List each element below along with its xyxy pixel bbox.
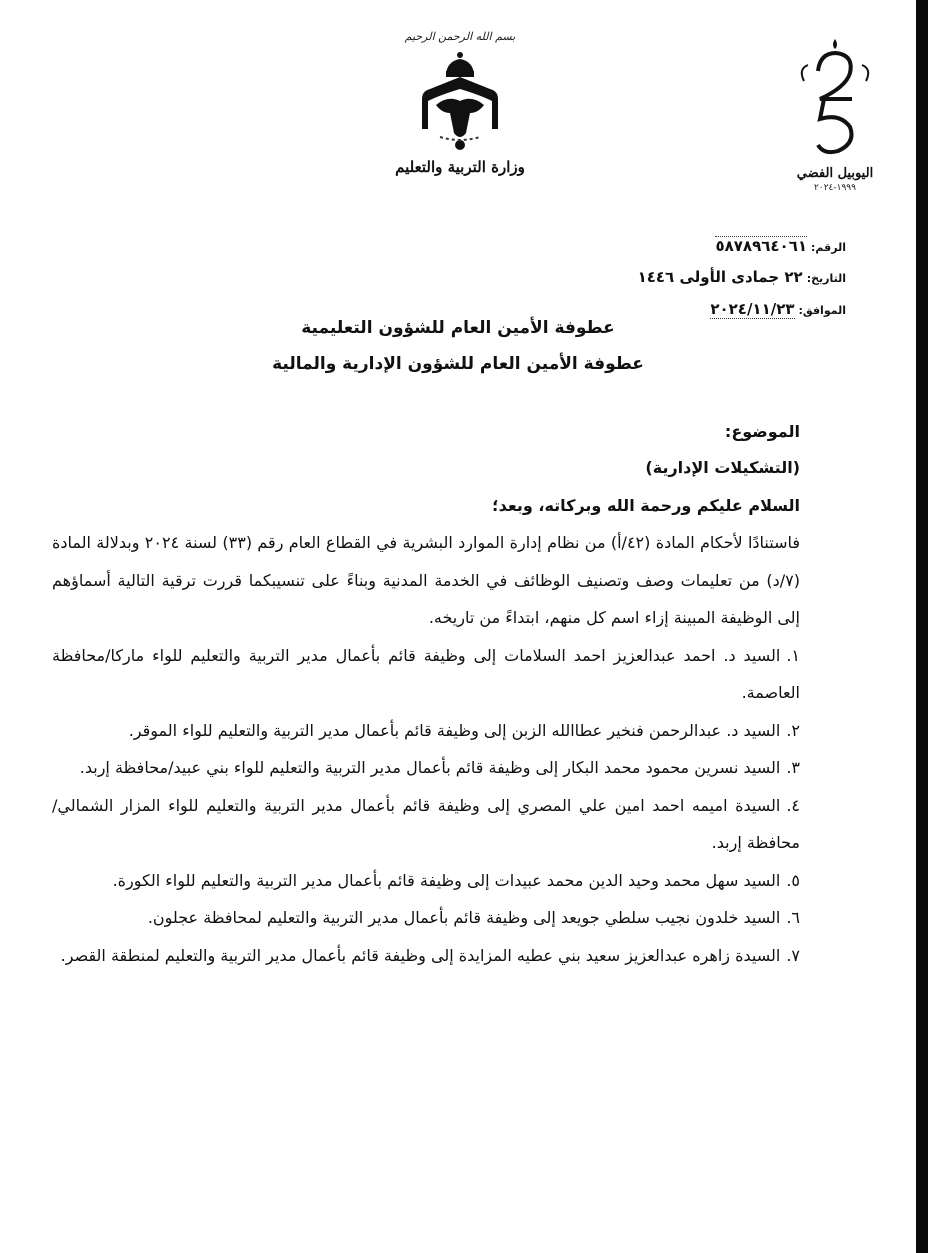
reference-number-value: ٥٨٧٨٩٦٤٠٦١ xyxy=(715,237,808,255)
ministry-name: وزارة التربية والتعليم xyxy=(395,158,525,176)
list-item xyxy=(52,937,800,975)
reference-number-row xyxy=(586,236,846,268)
addressees xyxy=(0,310,916,382)
addressee: عطوفة الأمين العام للشؤون الإدارية والمالية xyxy=(272,354,644,374)
item-text: السيدة زاهره عبدالعزيز سعيد بني عطيه المزايدة إلى وظيفة قائم بأعمال مدير التربية والتعليم لمنطقة القصر. xyxy=(60,945,781,965)
list-item xyxy=(52,787,800,862)
greeting: السلام عليكم ورحمة الله وبركاته، وبعد؛ xyxy=(492,496,800,515)
subject-block xyxy=(645,414,800,486)
jubilee-title: اليوبيل الفضي xyxy=(796,166,874,181)
list-item xyxy=(52,712,800,750)
jubilee-25-icon xyxy=(790,35,880,160)
date-value: ٢٢ جمادى الأولى ١٤٤٦ xyxy=(637,268,803,286)
item-text: السيد خلدون نجيب سلطي جويعد إلى وظيفة قائم بأعمال مدير التربية والتعليم لمحافظة عجلون. xyxy=(147,908,781,927)
item-number: ١. xyxy=(786,645,800,665)
jubilee-years: ١٩٩٩-٢٠٢٤ xyxy=(814,183,856,193)
scan-edge-border xyxy=(916,0,928,1253)
list-item xyxy=(52,637,800,712)
equivalent-date-value: ٢٠٢٤/١١/٢٣ xyxy=(710,300,795,318)
item-number: ٥. xyxy=(786,870,800,890)
addressee: عطوفة الأمين العام للشؤون التعليمية xyxy=(301,318,615,338)
letter-body xyxy=(52,488,800,974)
subject-value: (التشكيلات الإدارية) xyxy=(645,458,800,477)
coat-of-arms-icon xyxy=(410,49,510,154)
item-text: السيد سهل محمد وحيد الدين محمد عبيدات إلى وظيفة قائم بأعمال مدير التربية والتعليم للواء الكورة. xyxy=(112,870,781,890)
equivalent-date-label: الموافق: xyxy=(798,304,846,317)
date-label: التاريخ: xyxy=(806,272,846,285)
item-number: ٤. xyxy=(786,795,800,815)
list-item xyxy=(52,862,800,900)
subject-label: الموضوع: xyxy=(724,422,800,441)
intro-paragraph: فاستنادًا لأحكام المادة (٤٢/أ) من نظام إدارة الموارد البشرية في القطاع العام رقم (٣٣) لسنة ٢٠٢٤ وبدلالة المادة (٧/د) من تعليمات وصف وتصنيف الوظائف في الخدمة المدنية وبناءً على تنسيبكما قررت ترقية التالية أسماؤهم إلى الوظيفة المبينة إزاء اسم كل منهم، ابتداءً من تاريخه. xyxy=(52,533,800,627)
list-item xyxy=(52,749,800,787)
item-number: ٣. xyxy=(786,758,800,777)
item-number: ٧. xyxy=(786,945,800,965)
item-text: السيد د. عبدالرحمن فنخير عطاالله الزبن إلى وظيفة قائم بأعمال مدير التربية والتعليم للواء الموقر. xyxy=(128,720,781,740)
basmala: بسم الله الرحمن الرحيم xyxy=(404,30,516,43)
promotion-list xyxy=(52,637,800,975)
date-row xyxy=(586,268,846,300)
item-number: ٢. xyxy=(786,720,800,740)
silver-jubilee-logo xyxy=(775,35,895,193)
item-number: ٦. xyxy=(786,908,800,927)
list-item xyxy=(52,899,800,937)
item-text: السيد د. احمد عبدالعزيز احمد السلامات إلى وظيفة قائم بأعمال مدير التربية والتعليم للواء ماركا/محافظة العاصمة. xyxy=(52,645,800,702)
reference-number-label: الرقم: xyxy=(811,241,846,254)
item-text: السيد نسرين محمود محمد البكار إلى وظيفة قائم بأعمال مدير التربية والتعليم للواء بني عبيد/محافظة إربد. xyxy=(79,758,781,777)
ministry-emblem-block xyxy=(370,30,550,176)
item-text: السيدة اميمه احمد امين علي المصري إلى وظيفة قائم بأعمال مدير التربية والتعليم للواء المزار الشمالي/محافظة إربد. xyxy=(52,795,800,852)
